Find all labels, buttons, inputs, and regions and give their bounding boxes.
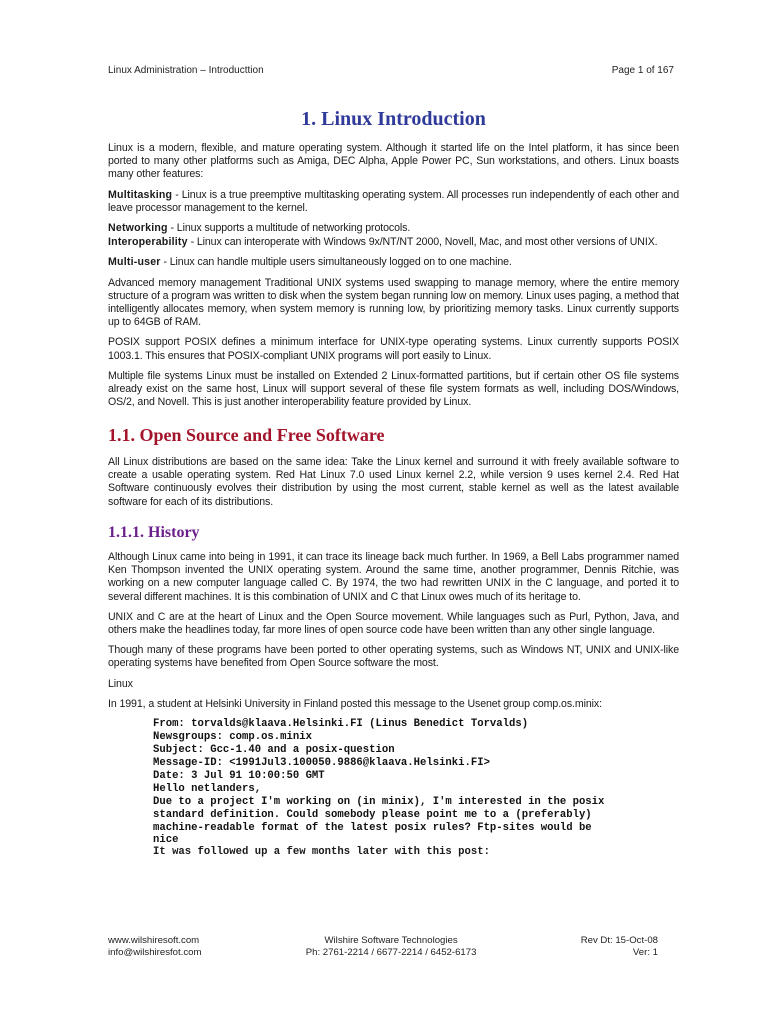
footer-rev-date: Rev Dt: 15-Oct-08 — [580, 935, 658, 946]
footer-contact — [108, 935, 201, 959]
footer-company: Wilshire Software Technologies — [324, 935, 458, 946]
chapter-title: 1. Linux Introduction — [301, 108, 486, 130]
memory-paragraph: Advanced memory management Traditional UNIX systems used swapping to manage memory, where the entire memory structure of a program was written to disk when the system began running low on memory. Linux uses paging, a method that intelligently allocates memory, when system memory is running low, by prioritizing memory tasks. Linux currently supports up to 64GB of RAM. — [108, 276, 679, 329]
code-line: Subject: Gcc-1.40 and a posix-question — [153, 744, 395, 757]
section-heading-history: 1.1.1. History — [108, 523, 200, 541]
history-paragraph-linux: Linux — [108, 677, 133, 690]
intro-paragraph: Linux is a modern, flexible, and mature operating system. Although it started life on the Intel platform, it has since been ported to many other platforms such as Amiga, DEC Alpha, Apple Power PC, Sun workstations, and others. Linux boasts many other features: — [108, 142, 679, 181]
feature-multi-user — [108, 256, 679, 269]
feature-term: Multitasking — [108, 188, 173, 201]
footer-website: www.wilshiresoft.com — [108, 935, 200, 946]
footer-revision — [581, 935, 658, 959]
header-doc-title: Linux Administration – Introducttion — [108, 65, 264, 76]
feature-term: Networking — [108, 222, 168, 235]
code-line: Hello netlanders, — [153, 783, 262, 796]
feature-text: - Linux can interoperate with Windows 9x/NT/NT 2000, Novell, Mac, and most other versions of UNIX. — [187, 236, 658, 249]
history-paragraph-5: In 1991, a student at Helsinki University in Finland posted this message to the Usenet group comp.os.minix: — [108, 697, 602, 710]
feature-networking — [108, 222, 679, 235]
code-line: Newsgroups: comp.os.minix — [153, 731, 312, 744]
code-line: Date: 3 Jul 91 10:00:50 GMT — [153, 770, 325, 783]
posix-paragraph: POSIX support POSIX defines a minimum interface for UNIX-type operating systems. Linux currently supports POSIX 1003.1. This ensures that POSIX-compliant UNIX programs will port easily to Linux. — [108, 336, 679, 362]
footer-email: info@wilshiresfot.com — [108, 947, 202, 958]
footer-phone: Ph: 2761-2214 / 6677-2214 / 6452-6173 — [305, 947, 477, 958]
open-source-paragraph: All Linux distributions are based on the same idea: Take the Linux kernel and surround it with freely available software to create a usable operating system. Red Hat Linux 7.0 used Linux kernel 2.2, while version 9 uses kernel 2.4. Red Hat Software continuously evolves their distribution by using the most current, stable kernel as well as the latest available software for each of its distributions. — [108, 456, 679, 508]
code-line: standard definition. Could somebody please point me to a (preferably) — [153, 809, 592, 822]
page-content — [108, 107, 679, 859]
section-heading-open-source: 1.1. Open Source and Free Software — [108, 425, 385, 446]
header-page-number: Page 1 of 167 — [611, 65, 674, 76]
filesystems-paragraph: Multiple file systems Linux must be installed on Extended 2 Linux-formatted partitions, but if certain other OS file systems already exist on the same host, Linux will support several of these file system formats as well, including DOS/Windows, OS/2, and Novell. This is just another interoperability feature provided by Linux. — [108, 369, 679, 409]
code-line: nice — [153, 834, 179, 847]
feature-text: - Linux supports a multitude of networking protocols. — [167, 222, 411, 235]
page-footer — [108, 935, 658, 959]
feature-term: Interoperability — [108, 236, 188, 249]
footer-company-block — [306, 935, 477, 959]
feature-text: - Linux is a true preemptive multitasking operating system. All processes run independently of each other and leave processor management to the kernel. — [108, 188, 679, 214]
footer-version: Ver: 1 — [632, 947, 658, 958]
code-line: machine-readable format of the latest posix rules? Ftp-sites would be — [153, 822, 592, 835]
code-line: Due to a project I'm working on (in minix), I'm interested in the posix — [153, 796, 605, 809]
usenet-post-code — [108, 718, 679, 859]
feature-text: - Linux can handle multiple users simultaneously logged on to one machine. — [160, 256, 512, 269]
feature-term: Multi-user — [108, 256, 161, 269]
history-paragraph-3: Though many of these programs have been ported to other operating systems, such as Windows NT, UNIX and UNIX-like operating systems have benefited from Open Source software the most. — [108, 644, 679, 670]
page-header — [108, 65, 674, 76]
history-paragraph-2: UNIX and C are at the heart of Linux and the Open Source movement. While languages such as Purl, Python, Java, and others make the headlines today, far more lines of open source code have been written than any other single language. — [108, 610, 679, 637]
followup-line: It was followed up a few months later with this post: — [153, 846, 490, 859]
feature-multitasking — [108, 189, 679, 215]
history-paragraph-1: Although Linux came into being in 1991, it can trace its lineage back much further. In 1969, a Bell Labs programmer named Ken Thompson invented the UNIX operating system. Around the same time, another programmer, Dennis Ritchie, was working on a new computer language called C. By 1974, the two had rewritten UNIX in the C language, and ported it to several different machines. It is this combination of UNIX and C that Linux owes much of its heritage to. — [108, 551, 679, 603]
feature-interoperability — [108, 236, 679, 249]
code-line: From: torvalds@klaava.Helsinki.FI (Linus Benedict Torvalds) — [153, 718, 529, 731]
code-line: Message-ID: <1991Jul3.100050.9886@klaava.Helsinki.FI> — [153, 757, 490, 770]
